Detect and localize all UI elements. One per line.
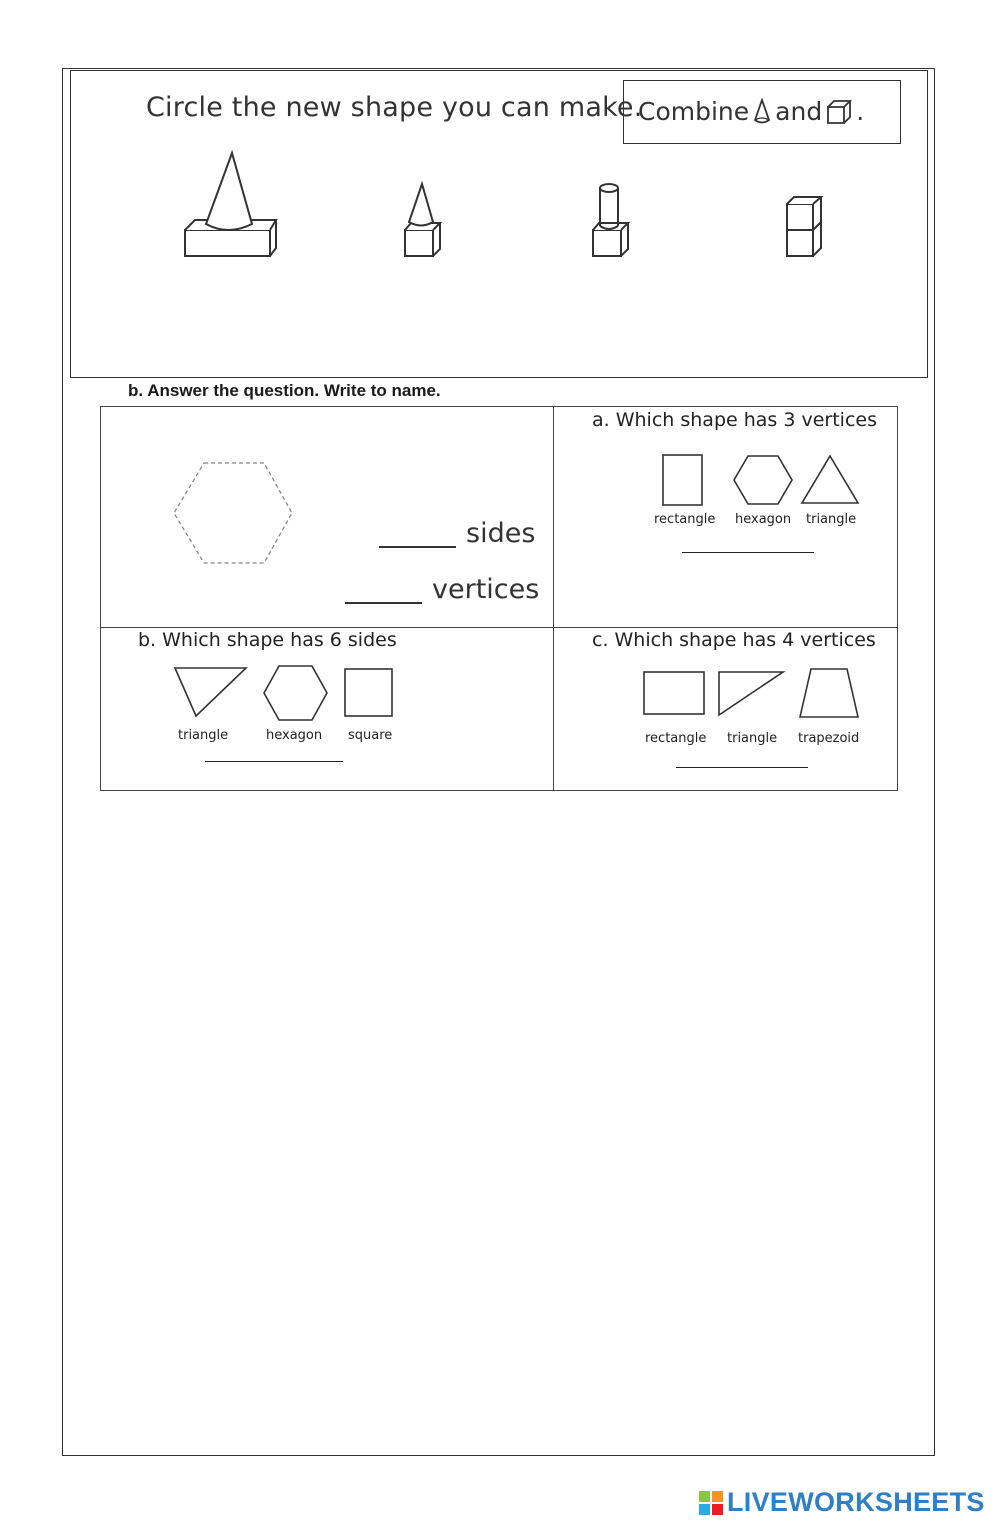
cone-icon <box>752 98 772 126</box>
question-b-text: b. Which shape has 6 sides <box>138 629 397 651</box>
liveworksheets-logo <box>698 1487 985 1518</box>
rectangle-icon <box>641 669 707 717</box>
vertices-label: vertices <box>432 574 540 605</box>
option-label: triangle <box>178 728 229 743</box>
triangle-icon <box>800 454 860 506</box>
option-label: hexagon <box>266 728 323 743</box>
logo-text: LIVEWORKSHEETS <box>727 1487 985 1517</box>
question-a-text: a. Which shape has 3 vertices <box>592 409 877 431</box>
right-triangle-icon <box>172 665 250 719</box>
section-a-instruction: Circle the new shape you can make. <box>146 92 643 123</box>
option-label: triangle <box>806 512 857 527</box>
hexagon-icon <box>262 664 330 722</box>
question-b-answer-line[interactable] <box>205 761 343 762</box>
hexagon-icon <box>732 454 794 506</box>
cube-icon <box>825 99 853 125</box>
option-label: hexagon <box>735 512 792 527</box>
question-c-answer-line[interactable] <box>676 767 808 768</box>
right-triangle-icon <box>716 669 786 719</box>
dashed-hexagon-icon <box>170 460 296 566</box>
question-a-answer-line[interactable] <box>682 552 814 553</box>
choice-cylinder-on-cube[interactable] <box>588 178 638 260</box>
grid-divider-vertical <box>553 406 554 791</box>
grid-divider-horizontal <box>100 627 898 628</box>
rectangle-icon <box>660 452 706 508</box>
option-label: square <box>348 728 393 743</box>
option-label: rectangle <box>654 512 716 527</box>
vertices-answer-blank[interactable] <box>345 602 422 604</box>
combine-and: and <box>775 97 823 126</box>
choice-cone-on-cube[interactable] <box>398 180 448 260</box>
liveworksheets-logo-icon <box>698 1490 724 1516</box>
square-icon <box>342 666 396 720</box>
option-label: rectangle <box>645 731 707 746</box>
section-b-heading: b. Answer the question. Write to name. <box>128 381 441 400</box>
sides-answer-blank[interactable] <box>379 546 456 548</box>
option-label: trapezoid <box>798 731 860 746</box>
combine-prefix: Combine <box>638 97 750 126</box>
question-c-text: c. Which shape has 4 vertices <box>592 629 876 651</box>
trapezoid-icon <box>796 666 862 720</box>
choice-cube-on-cube[interactable] <box>783 190 833 260</box>
option-label: triangle <box>727 731 778 746</box>
combine-text <box>638 97 864 126</box>
combine-suffix: . <box>856 97 865 126</box>
choice-cone-on-prism[interactable] <box>180 150 280 260</box>
sides-label: sides <box>466 518 536 549</box>
